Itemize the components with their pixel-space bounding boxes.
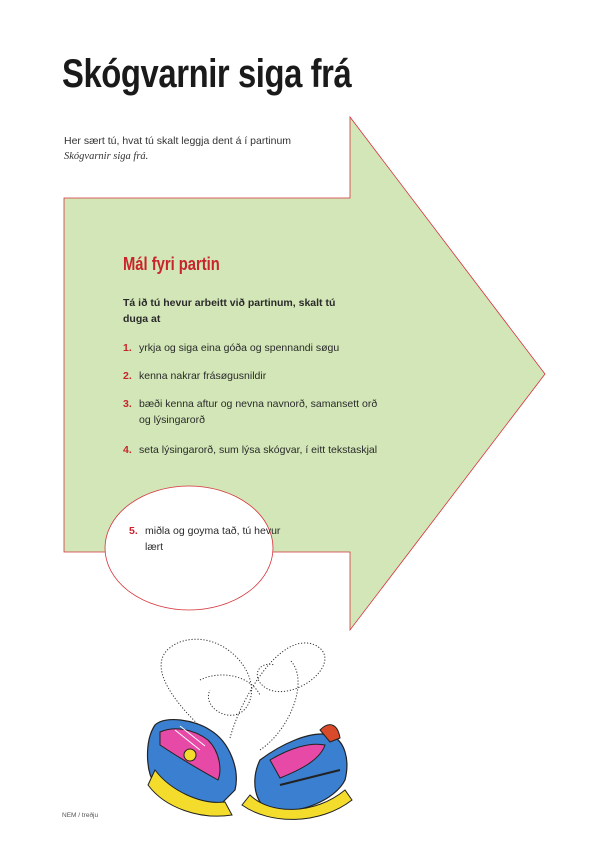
footer-label: NEM / treðju: [62, 812, 99, 819]
goal-item-5: [129, 523, 295, 555]
goal-item-2: [123, 368, 266, 384]
goal-item-1: [123, 340, 339, 356]
sneakers-illustration: [140, 620, 360, 830]
goal-item-3: [123, 396, 379, 428]
goals-lead: Tá ið tú hevur arbeitt við partinum, skalt tú duga at: [123, 297, 336, 325]
goal-text: yrkja og siga eina góða og spennandi søgu: [139, 342, 340, 354]
intro-sentence: Her sært tú, hvat tú skalt leggja dent á í partinum: [64, 135, 292, 147]
goal-text: kenna nakrar frásøgusnildir: [139, 370, 267, 382]
goal-text: miðla og goyma tað, tú hevur lært: [145, 525, 281, 553]
goal-number: 4.: [123, 444, 132, 456]
intro-work-title: Skógvarnir siga frá.: [64, 151, 149, 162]
goal-number: 3.: [123, 398, 132, 410]
goal-text: bæði kenna aftur og nevna navnorð, samansett orð og lýsingarorð: [139, 398, 378, 426]
goal-item-4: [123, 442, 379, 458]
right-shoe: [242, 725, 352, 820]
goal-number: 5.: [129, 525, 138, 537]
goal-number: 2.: [123, 370, 132, 382]
left-shoe: [148, 720, 237, 817]
goal-text: seta lýsingarorð, sum lýsa skógvar, í eitt tekstaskjal: [139, 444, 378, 456]
page-title: Skógvarnir siga frá: [62, 52, 352, 96]
goals-heading: Mál fyri partin: [123, 254, 220, 274]
goal-number: 1.: [123, 342, 132, 354]
